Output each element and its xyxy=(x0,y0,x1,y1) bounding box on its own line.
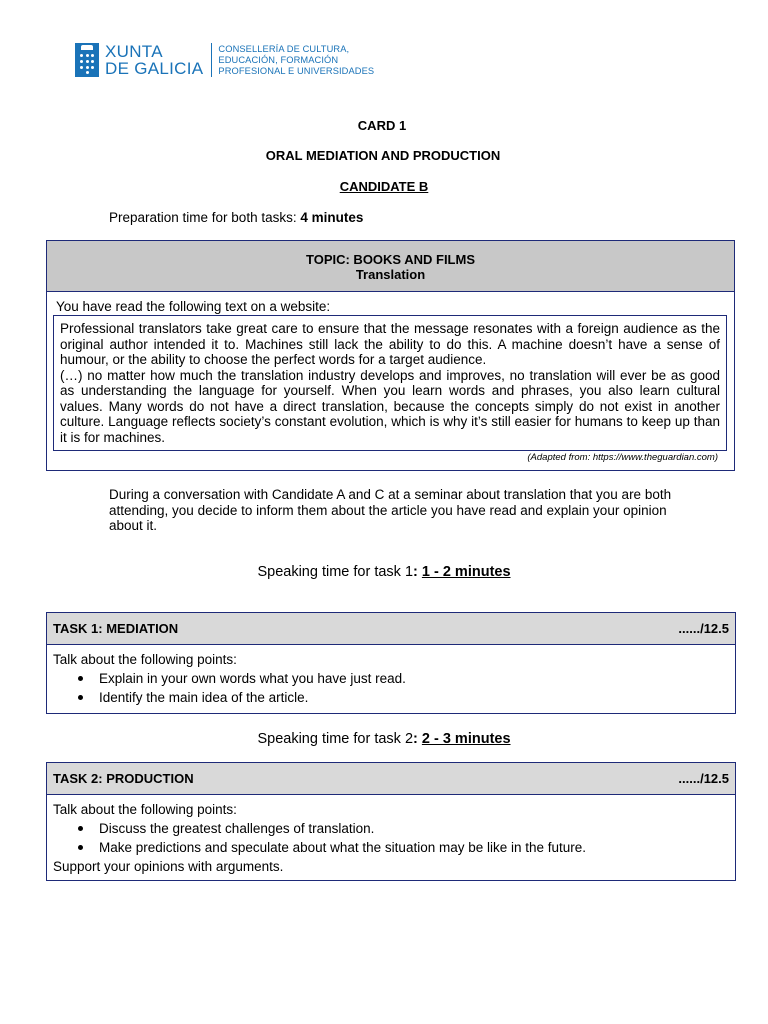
card-title: CARD 1 xyxy=(357,118,407,133)
speaking-2-value: 2 - 3 minutes xyxy=(421,731,511,747)
brand-line-2: DE GALICIA xyxy=(105,59,204,78)
speaking-time-task-2 xyxy=(0,731,768,747)
task-1-score: ....../12.5 xyxy=(678,621,729,636)
task-2-score: ....../12.5 xyxy=(678,771,729,786)
quoted-text-box xyxy=(53,315,727,451)
topic-intro: You have read the following text on a website: xyxy=(56,299,331,314)
quote-paragraph-1: Professional translators take great care to ensure that the message resonates with a foreign audience as the original author intended it to. Machines still lack the ability to do this. A machine doesn’t have a sense of humour, or the ability to choose the perfect words for a target audience. xyxy=(60,321,720,367)
task-1-header xyxy=(47,613,735,645)
topic-header xyxy=(47,241,734,292)
list-item: Make predictions and speculate about what the situation may be like in the future. xyxy=(99,838,729,857)
preparation-value: 4 minutes xyxy=(300,210,364,225)
topic-title: TOPIC: BOOKS AND FILMS xyxy=(306,252,475,267)
header-logo xyxy=(75,42,374,78)
task-2-points xyxy=(53,819,729,857)
speaking-2-colon: : xyxy=(413,731,422,747)
task-2-intro: Talk about the following points: xyxy=(53,802,237,817)
speaking-2-label: Speaking time for task 2 xyxy=(257,731,414,747)
speaking-1-label: Speaking time for task 1 xyxy=(257,564,414,580)
candidate-label: CANDIDATE B xyxy=(339,179,429,194)
speaking-time-task-1 xyxy=(0,564,768,580)
task-1-intro: Talk about the following points: xyxy=(53,652,237,667)
list-item: Discuss the greatest challenges of translation. xyxy=(99,819,729,838)
list-item: Identify the main idea of the article. xyxy=(99,688,729,707)
task-2-title: TASK 2: PRODUCTION xyxy=(53,771,194,786)
scenario-text: During a conversation with Candidate A and C at a seminar about translation that you are both attending, you decide to inform them about the article you have read and explain your opinion about it. xyxy=(109,487,672,533)
task-1-body xyxy=(47,645,735,707)
dept-line-1: CONSELLERÍA DE CULTURA, xyxy=(218,43,350,54)
candidate-heading xyxy=(0,179,768,194)
source-citation: (Adapted from: https://www.theguardian.com) xyxy=(527,452,718,463)
speaking-1-colon: : xyxy=(413,564,422,580)
preparation-label: Preparation time for both tasks: xyxy=(109,210,301,225)
task-1-title: TASK 1: MEDIATION xyxy=(53,621,179,636)
task-1-points xyxy=(53,669,729,707)
task-1-box xyxy=(46,612,736,714)
topic-subtitle: Translation xyxy=(355,267,426,282)
xunta-crest-icon xyxy=(75,43,99,77)
section-title: ORAL MEDIATION AND PRODUCTION xyxy=(265,148,501,163)
brand-line-1: XUNTA xyxy=(105,42,163,61)
list-item: Explain in your own words what you have just read. xyxy=(99,669,729,688)
task-2-box xyxy=(46,762,736,881)
task-2-header xyxy=(47,763,735,795)
preparation-time xyxy=(109,210,363,225)
dept-line-2: EDUCACIÓN, FORMACIÓN xyxy=(218,54,339,65)
task-2-closing: Support your opinions with arguments. xyxy=(53,859,284,874)
quote-paragraph-2: (…) no matter how much the translation industry develops and improves, no translation will ever be as good as understanding the language for yourself. When you learn words and phrases, you also learn cultural values. Many words do not have a direct translation, because the concepts simply do not exist in another culture. Language reflects society’s constant evolution, which is why it’s still easier for humans to keep up than it is for machines. xyxy=(60,367,720,445)
speaking-1-value: 1 - 2 minutes xyxy=(421,564,511,580)
brand-name xyxy=(105,43,203,77)
task-2-body xyxy=(47,795,735,876)
department-name xyxy=(218,44,374,77)
brand-divider xyxy=(211,43,212,77)
dept-line-3: PROFESIONAL E UNIVERSIDADES xyxy=(218,65,375,76)
topic-box xyxy=(46,240,735,471)
